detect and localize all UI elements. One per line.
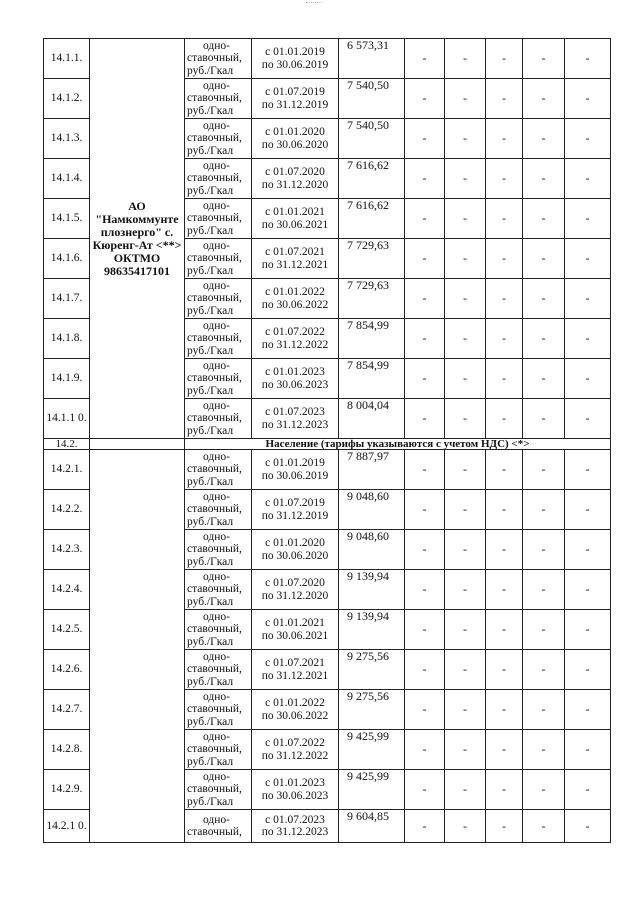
empty-tariff-dash: -	[486, 530, 523, 570]
rate-unit-line: одно-	[203, 399, 231, 412]
rate-unit-line: одно-	[203, 450, 231, 463]
empty-tariff-dash: -	[486, 610, 523, 650]
rate-unit-line: руб./Гкал	[187, 555, 234, 568]
empty-tariff-dash: -	[486, 399, 523, 439]
empty-tariff-dash: -	[523, 690, 565, 730]
period-from: с 01.01.2021	[265, 206, 325, 218]
empty-tariff-dash: -	[486, 119, 523, 159]
rate-unit-line: ставочный,	[187, 463, 242, 476]
rate-unit-cell	[185, 199, 252, 239]
empty-tariff-dash: -	[565, 79, 611, 119]
empty-tariff-dash: -	[445, 730, 486, 770]
tariff-value: 9 425,99	[339, 770, 405, 810]
row-number: 14.2.8.	[44, 730, 90, 770]
period-cell	[252, 730, 339, 770]
empty-tariff-dash: -	[445, 399, 486, 439]
row-number: 14.1.3.	[44, 119, 90, 159]
rate-unit-line: одно-	[203, 650, 231, 663]
empty-tariff-dash: -	[565, 319, 611, 359]
period-to: по 30.06.2020	[261, 549, 329, 562]
empty-tariff-dash: -	[565, 650, 611, 690]
empty-tariff-dash: -	[565, 359, 611, 399]
tariff-value: 7 887,97	[339, 450, 405, 490]
tariff-value: 7 616,62	[339, 199, 405, 239]
rate-unit-line: ставочный,	[187, 583, 242, 596]
tariff-value: 9 604,85	[339, 810, 405, 843]
empty-tariff-dash: -	[486, 239, 523, 279]
empty-tariff-dash: -	[445, 39, 486, 79]
empty-tariff-dash: -	[486, 810, 523, 843]
empty-tariff-dash: -	[565, 199, 611, 239]
tariff-value: 9 048,60	[339, 490, 405, 530]
rate-unit-line: одно-	[203, 279, 231, 292]
empty-tariff-dash: -	[445, 239, 486, 279]
empty-tariff-dash: -	[405, 610, 445, 650]
empty-tariff-dash: -	[445, 159, 486, 199]
empty-tariff-dash: -	[486, 570, 523, 610]
rate-unit-line: руб./Гкал	[187, 795, 234, 808]
empty-tariff-dash: -	[523, 810, 565, 843]
period-from: с 01.01.2022	[265, 286, 325, 298]
empty-tariff-dash: -	[486, 650, 523, 690]
section-header-blank	[90, 439, 185, 450]
rate-unit-line: руб./Гкал	[187, 635, 234, 648]
empty-tariff-dash: -	[523, 359, 565, 399]
tariff-value: 9 139,94	[339, 610, 405, 650]
tariff-value: 7 540,50	[339, 119, 405, 159]
rate-unit-line: руб./Гкал	[187, 715, 234, 728]
empty-tariff-dash: -	[445, 319, 486, 359]
period-cell	[252, 610, 339, 650]
period-cell	[252, 279, 339, 319]
rate-unit-line: одно-	[203, 813, 231, 826]
empty-tariff-dash: -	[486, 770, 523, 810]
empty-tariff-dash: -	[486, 199, 523, 239]
row-number: 14.2.2.	[44, 490, 90, 530]
rate-unit-line: руб./Гкал	[187, 384, 234, 397]
row-number: 14.1.1 0.	[44, 399, 90, 439]
period-to: по 30.06.2023	[261, 378, 329, 391]
empty-tariff-dash: -	[405, 730, 445, 770]
empty-tariff-dash: -	[445, 810, 486, 843]
empty-tariff-dash: -	[523, 239, 565, 279]
empty-tariff-dash: -	[486, 359, 523, 399]
rate-unit-line: ставочный,	[187, 92, 242, 105]
row-number: 14.1.5.	[44, 199, 90, 239]
rate-unit-cell	[185, 279, 252, 319]
tariff-value: 9 048,60	[339, 530, 405, 570]
period-cell	[252, 79, 339, 119]
tariff-table	[43, 38, 611, 843]
rate-unit-line: ставочный,	[187, 52, 242, 65]
empty-tariff-dash: -	[523, 530, 565, 570]
period-cell	[252, 159, 339, 199]
rate-unit-cell	[185, 810, 252, 843]
rate-unit-cell	[185, 359, 252, 399]
period-to: по 31.12.2021	[261, 669, 329, 682]
rate-unit-line: ставочный,	[187, 212, 242, 225]
empty-tariff-dash: -	[565, 770, 611, 810]
period-cell	[252, 199, 339, 239]
rate-unit-line: ставочный,	[187, 826, 242, 838]
rate-unit-line: руб./Гкал	[187, 755, 234, 768]
rate-unit-line: руб./Гкал	[187, 675, 234, 688]
tariff-value: 9 139,94	[339, 570, 405, 610]
rate-unit-line: ставочный,	[187, 372, 242, 385]
period-cell	[252, 810, 339, 843]
empty-tariff-dash: -	[405, 279, 445, 319]
empty-tariff-dash: -	[486, 79, 523, 119]
empty-tariff-dash: -	[445, 770, 486, 810]
rate-unit-line: одно-	[203, 159, 231, 172]
rate-unit-line: ставочный,	[187, 663, 242, 676]
empty-tariff-dash: -	[405, 239, 445, 279]
rate-unit-line: ставочный,	[187, 172, 242, 185]
rate-unit-cell	[185, 570, 252, 610]
row-number: 14.2.3.	[44, 530, 90, 570]
rate-unit-line: одно-	[203, 690, 231, 703]
period-cell	[252, 530, 339, 570]
period-to: по 30.06.2019	[261, 58, 329, 71]
row-number: 14.2.5.	[44, 610, 90, 650]
rate-unit-line: ставочный,	[187, 743, 242, 756]
rate-unit-cell	[185, 770, 252, 810]
empty-tariff-dash: -	[445, 690, 486, 730]
period-to: по 31.12.2019	[261, 98, 329, 111]
row-number: 14.2.6.	[44, 650, 90, 690]
period-cell	[252, 359, 339, 399]
empty-tariff-dash: -	[445, 359, 486, 399]
empty-tariff-dash: -	[565, 159, 611, 199]
period-to: по 31.12.2021	[261, 258, 329, 271]
rate-unit-cell	[185, 159, 252, 199]
period-from: с 01.07.2019	[265, 497, 325, 509]
empty-tariff-dash: -	[486, 450, 523, 490]
rate-unit-cell	[185, 450, 252, 490]
period-from: с 01.01.2020	[265, 126, 325, 138]
rate-unit-line: руб./Гкал	[187, 475, 234, 488]
period-cell	[252, 399, 339, 439]
empty-tariff-dash: -	[405, 570, 445, 610]
empty-tariff-dash: -	[405, 359, 445, 399]
tariff-table-body	[44, 39, 611, 843]
tariff-value: 7 854,99	[339, 319, 405, 359]
rate-unit-line: руб./Гкал	[187, 224, 234, 237]
rate-unit-line: одно-	[203, 490, 231, 503]
empty-tariff-dash: -	[405, 650, 445, 690]
period-cell	[252, 490, 339, 530]
rate-unit-cell	[185, 79, 252, 119]
rate-unit-line: одно-	[203, 119, 231, 132]
section-title: Население (тарифы указываются с учетом НДС) <*>	[185, 439, 611, 450]
empty-tariff-dash: -	[565, 810, 611, 843]
empty-tariff-dash: -	[565, 530, 611, 570]
tariff-value: 9 425,99	[339, 730, 405, 770]
row-number: 14.1.4.	[44, 159, 90, 199]
empty-tariff-dash: -	[445, 650, 486, 690]
empty-tariff-dash: -	[523, 79, 565, 119]
rate-unit-line: руб./Гкал	[187, 424, 234, 437]
rate-unit-cell	[185, 239, 252, 279]
period-to: по 30.06.2023	[261, 789, 329, 802]
rate-unit-line: ставочный,	[187, 543, 242, 556]
rate-unit-line: ставочный,	[187, 783, 242, 796]
period-from: с 01.07.2023	[265, 406, 325, 418]
period-cell	[252, 770, 339, 810]
empty-tariff-dash: -	[523, 450, 565, 490]
period-from: с 01.07.2020	[265, 577, 325, 589]
period-from: с 01.01.2022	[265, 697, 325, 709]
rate-unit-line: одно-	[203, 79, 231, 92]
rate-unit-line: одно-	[203, 39, 231, 52]
period-from: с 01.01.2023	[265, 366, 325, 378]
row-number: 14.1.7.	[44, 279, 90, 319]
tariff-value: 7 729,63	[339, 239, 405, 279]
period-cell	[252, 650, 339, 690]
rate-unit-line: одно-	[203, 199, 231, 212]
period-from: с 01.07.2021	[265, 657, 325, 669]
period-cell	[252, 690, 339, 730]
empty-tariff-dash: -	[445, 279, 486, 319]
period-to: по 30.06.2020	[261, 138, 329, 151]
empty-tariff-dash: -	[565, 119, 611, 159]
empty-tariff-dash: -	[486, 690, 523, 730]
tariff-value: 7 616,62	[339, 159, 405, 199]
empty-tariff-dash: -	[486, 730, 523, 770]
empty-tariff-dash: -	[405, 770, 445, 810]
empty-tariff-dash: -	[565, 279, 611, 319]
rate-unit-line: одно-	[203, 359, 231, 372]
rate-unit-cell	[185, 610, 252, 650]
rate-unit-line: ставочный,	[187, 332, 242, 345]
rate-unit-line: руб./Гкал	[187, 104, 234, 117]
empty-tariff-dash: -	[405, 450, 445, 490]
tariff-value: 6 573,31	[339, 39, 405, 79]
period-from: с 01.01.2023	[265, 777, 325, 789]
empty-tariff-dash: -	[565, 399, 611, 439]
empty-tariff-dash: -	[445, 450, 486, 490]
rate-unit-line: руб./Гкал	[187, 515, 234, 528]
period-to: по 31.12.2023	[261, 418, 329, 431]
empty-tariff-dash: -	[405, 319, 445, 359]
empty-tariff-dash: -	[523, 570, 565, 610]
period-to: по 30.06.2019	[261, 469, 329, 482]
rate-unit-line: ставочный,	[187, 132, 242, 145]
rate-unit-cell	[185, 530, 252, 570]
row-number: 14.2.1.	[44, 450, 90, 490]
period-from: с 01.07.2022	[265, 326, 325, 338]
table-row	[44, 450, 611, 490]
row-number: 14.2.9.	[44, 770, 90, 810]
empty-tariff-dash: -	[523, 399, 565, 439]
rate-unit-cell	[185, 730, 252, 770]
empty-tariff-dash: -	[405, 199, 445, 239]
period-to: по 31.12.2022	[261, 338, 329, 351]
organization-cell: АО "Намкоммунте плознерго" с. Кюренг-Ат <**> ОКТМО 98635417101	[90, 39, 185, 439]
empty-tariff-dash: -	[565, 610, 611, 650]
period-from: с 01.07.2023	[265, 813, 325, 826]
empty-tariff-dash: -	[405, 119, 445, 159]
period-cell	[252, 39, 339, 79]
period-cell	[252, 450, 339, 490]
rate-unit-line: одно-	[203, 319, 231, 332]
empty-tariff-dash: -	[523, 119, 565, 159]
tariff-value: 9 275,56	[339, 650, 405, 690]
period-from: с 01.01.2021	[265, 617, 325, 629]
rate-unit-line: одно-	[203, 570, 231, 583]
rate-unit-line: одно-	[203, 730, 231, 743]
period-to: по 30.06.2021	[261, 629, 329, 642]
period-to: по 30.06.2022	[261, 298, 329, 311]
rate-unit-cell	[185, 319, 252, 359]
empty-tariff-dash: -	[445, 79, 486, 119]
rate-unit-line: одно-	[203, 610, 231, 623]
rate-unit-line: ставочный,	[187, 503, 242, 516]
table-row	[44, 39, 611, 79]
empty-tariff-dash: -	[486, 39, 523, 79]
rate-unit-line: одно-	[203, 239, 231, 252]
empty-tariff-dash: -	[486, 159, 523, 199]
empty-tariff-dash: -	[405, 39, 445, 79]
period-to: по 31.12.2020	[261, 589, 329, 602]
rate-unit-cell	[185, 650, 252, 690]
tariff-value: 9 275,56	[339, 690, 405, 730]
empty-tariff-dash: -	[523, 490, 565, 530]
rate-unit-line: руб./Гкал	[187, 595, 234, 608]
period-cell	[252, 319, 339, 359]
empty-tariff-dash: -	[445, 490, 486, 530]
period-cell	[252, 570, 339, 610]
empty-tariff-dash: -	[565, 690, 611, 730]
empty-tariff-dash: -	[565, 570, 611, 610]
empty-tariff-dash: -	[565, 490, 611, 530]
empty-tariff-dash: -	[565, 239, 611, 279]
period-to: по 31.12.2023	[261, 826, 329, 838]
empty-tariff-dash: -	[445, 570, 486, 610]
period-from: с 01.01.2019	[265, 457, 325, 469]
empty-tariff-dash: -	[405, 79, 445, 119]
period-to: по 31.12.2022	[261, 749, 329, 762]
rate-unit-line: руб./Гкал	[187, 264, 234, 277]
empty-tariff-dash: -	[523, 319, 565, 359]
empty-tariff-dash: -	[523, 159, 565, 199]
row-number: 14.1.1.	[44, 39, 90, 79]
rate-unit-cell	[185, 119, 252, 159]
rate-unit-line: одно-	[203, 770, 231, 783]
empty-tariff-dash: -	[486, 490, 523, 530]
empty-tariff-dash: -	[523, 610, 565, 650]
row-number: 14.1.6.	[44, 239, 90, 279]
tariff-value: 7 729,63	[339, 279, 405, 319]
period-from: с 01.01.2020	[265, 537, 325, 549]
rate-unit-cell	[185, 399, 252, 439]
rate-unit-line: ставочный,	[187, 412, 242, 425]
row-number: 14.2.1 0.	[44, 810, 90, 843]
period-from: с 01.01.2019	[265, 46, 325, 58]
empty-tariff-dash: -	[523, 199, 565, 239]
rate-unit-line: ставочный,	[187, 252, 242, 265]
rate-unit-cell	[185, 690, 252, 730]
empty-tariff-dash: -	[523, 770, 565, 810]
empty-tariff-dash: -	[445, 530, 486, 570]
rate-unit-line: одно-	[203, 530, 231, 543]
row-number: 14.1.2.	[44, 79, 90, 119]
row-number: 14.2.4.	[44, 570, 90, 610]
period-cell	[252, 119, 339, 159]
tariff-value: 7 540,50	[339, 79, 405, 119]
row-number: 14.1.9.	[44, 359, 90, 399]
row-number: 14.1.8.	[44, 319, 90, 359]
rate-unit-cell	[185, 39, 252, 79]
page-top-mark	[306, 2, 322, 7]
empty-tariff-dash: -	[405, 399, 445, 439]
empty-tariff-dash: -	[523, 279, 565, 319]
rate-unit-line: ставочный,	[187, 292, 242, 305]
empty-tariff-dash: -	[565, 450, 611, 490]
empty-tariff-dash: -	[523, 730, 565, 770]
period-from: с 01.07.2021	[265, 246, 325, 258]
period-from: с 01.07.2020	[265, 166, 325, 178]
empty-tariff-dash: -	[445, 119, 486, 159]
tariff-value: 7 854,99	[339, 359, 405, 399]
empty-tariff-dash: -	[565, 39, 611, 79]
period-to: по 30.06.2021	[261, 218, 329, 231]
row-number: 14.2.7.	[44, 690, 90, 730]
rate-unit-line: ставочный,	[187, 623, 242, 636]
empty-tariff-dash: -	[486, 279, 523, 319]
empty-tariff-dash: -	[523, 650, 565, 690]
rate-unit-line: руб./Гкал	[187, 184, 234, 197]
period-to: по 31.12.2020	[261, 178, 329, 191]
rate-unit-line: руб./Гкал	[187, 304, 234, 317]
tariff-value: 8 004,04	[339, 399, 405, 439]
empty-tariff-dash: -	[486, 319, 523, 359]
rate-unit-cell	[185, 490, 252, 530]
empty-tariff-dash: -	[565, 730, 611, 770]
period-cell	[252, 239, 339, 279]
organization-cell-empty	[90, 450, 185, 843]
rate-unit-line: руб./Гкал	[187, 64, 234, 77]
empty-tariff-dash: -	[523, 39, 565, 79]
period-from: с 01.07.2022	[265, 737, 325, 749]
section-header-row	[44, 439, 611, 450]
period-to: по 30.06.2022	[261, 709, 329, 722]
empty-tariff-dash: -	[445, 199, 486, 239]
rate-unit-line: руб./Гкал	[187, 144, 234, 157]
section-number: 14.2.	[44, 439, 90, 450]
empty-tariff-dash: -	[405, 530, 445, 570]
rate-unit-line: ставочный,	[187, 703, 242, 716]
empty-tariff-dash: -	[405, 490, 445, 530]
empty-tariff-dash: -	[405, 159, 445, 199]
empty-tariff-dash: -	[405, 690, 445, 730]
period-from: с 01.07.2019	[265, 86, 325, 98]
empty-tariff-dash: -	[445, 610, 486, 650]
period-to: по 31.12.2019	[261, 509, 329, 522]
rate-unit-line: руб./Гкал	[187, 344, 234, 357]
empty-tariff-dash: -	[405, 810, 445, 843]
